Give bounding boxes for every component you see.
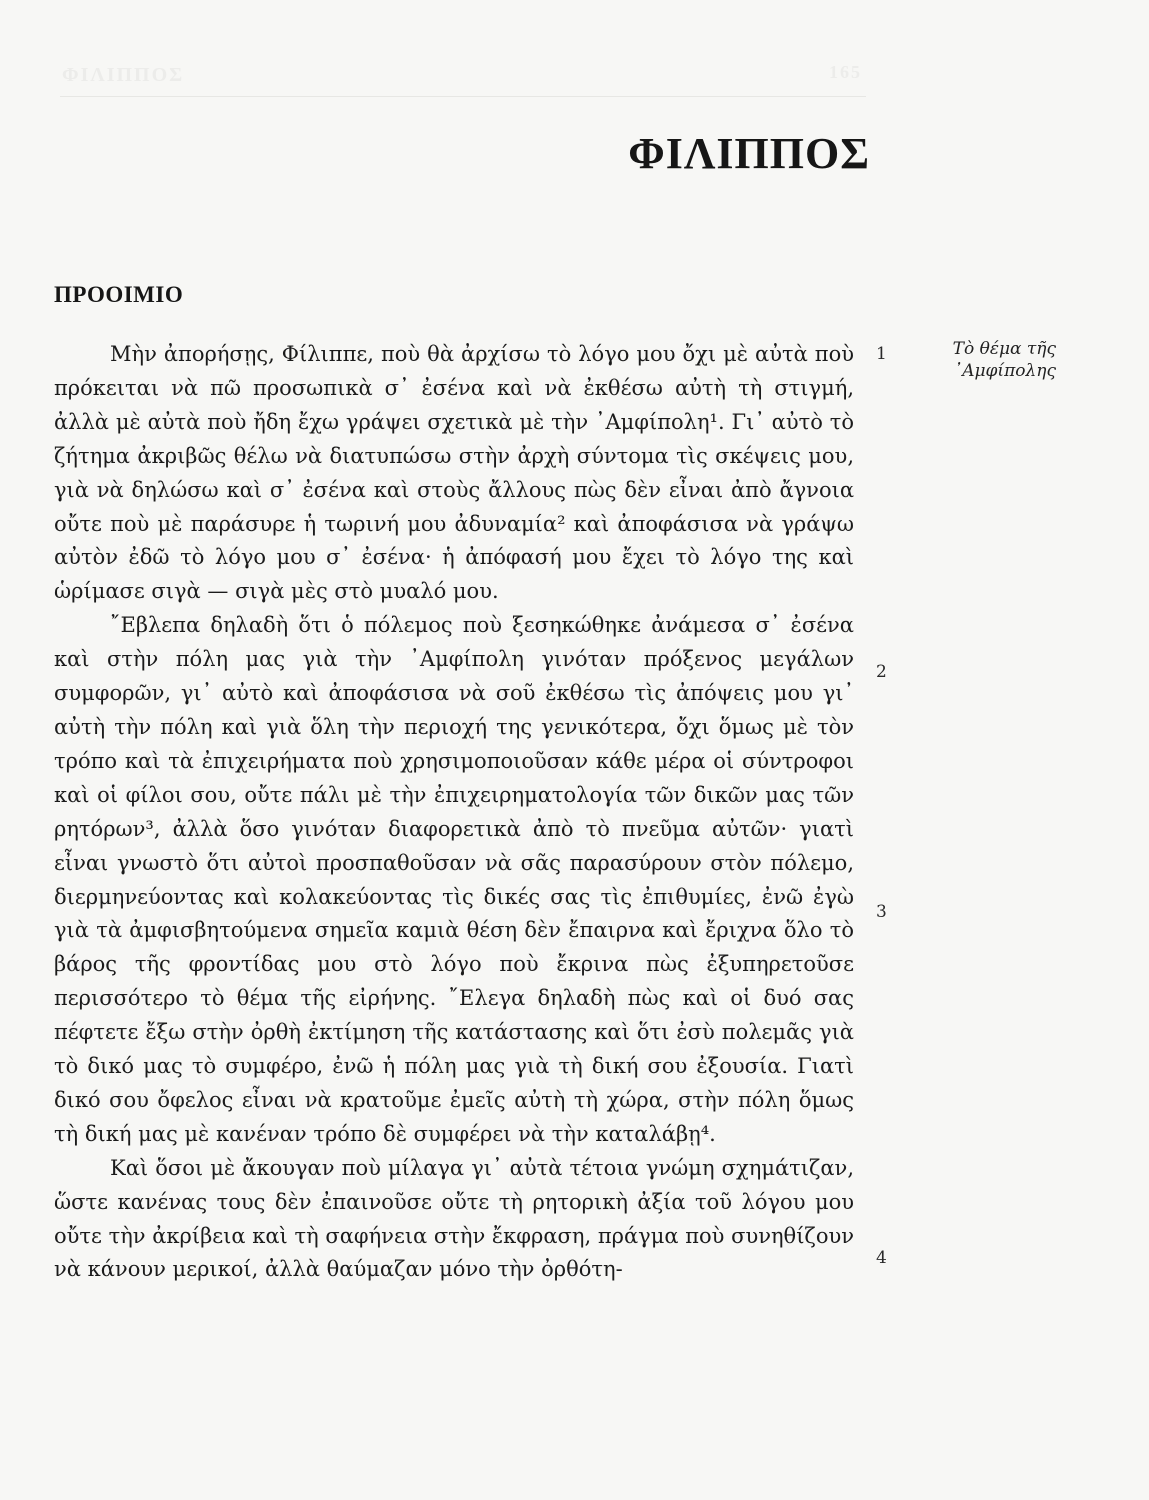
- paragraph: Μὴν ἀπορήσῃς, Φίλιππε, ποὺ θὰ ἀρχίσω τὸ λόγο μου ὄχι μὲ αὐτὰ ποὺ πρόκειται νὰ πῶ προσωπικὰ σ᾿ ἐσένα καὶ νὰ ἐκθέσω αὐτὴ τὴ στιγμή, ἀλλὰ μὲ αὐτὰ ποὺ ἤδη ἔχω γράψει σχετικὰ μὲ τὴν ᾿Αμφίπολη¹. Γι᾿ αὐτὸ τὸ ζήτημα ἀκριβῶς θέλω νὰ διατυπώσω στὴν ἀρχὴ σύντομα τὶς σκέψεις μου, γιὰ νὰ δηλώσω καὶ σ᾿ ἐσένα καὶ στοὺς ἄλλους πὼς δὲν εἶναι ἀπὸ ἄγνοια οὔτε ποὺ μὲ παράσυρε ἡ τωρινή μου ἀδυναμία² καὶ ἀποφάσισα νὰ γράψω αὐτὸν ἐδῶ τὸ λόγο μου σ᾿ ἐσένα· ἡ ἀπόφασή μου ἔχει τὸ λόγο της καὶ ὡρίμασε σιγὰ — σιγὰ μὲς στὸ μυαλό μου.: [54, 342, 854, 604]
- margin-note-line: ᾿Αμφίπολης: [953, 361, 1056, 381]
- body-text: [54, 338, 854, 1287]
- paragraph: ῎Εβλεπα δηλαδὴ ὅτι ὁ πόλεμος ποὺ ξεσηκώθηκε ἀνάμεσα σ᾿ ἐσένα καὶ στὴν πόλη μας γιὰ τὴν ᾿Αμφίπολη γινόταν πρόξενος μεγάλων συμφορῶν, γι᾿ αὐτὸ καὶ ἀποφάσισα νὰ σοῦ ἐκθέσω τὶς ἀπόψεις μου γι᾿ αὐτὴ τὴν πόλη καὶ γιὰ ὅλη τὴν περιοχή της γενικότερα, ὄχι ὅμως μὲ τὸν τρόπο καὶ τὰ ἐπιχειρήματα ποὺ χρησιμοποιοῦσαν κάθε μέρα οἱ σύντροφοι καὶ οἱ φίλοι σου, οὔτε πάλι μὲ τὴν ἐπιχειρηματολογία τῶν δικῶν μας τῶν ρητόρων³, ἀλλὰ ὅσο γινόταν διαφορετικὰ ἀπὸ τὸ πνεῦμα αὐτῶν· γιατὶ εἶναι γνωστὸ ὅτι αὐτοὶ προσπαθοῦσαν νὰ σᾶς παρασύρουν στὸν πόλεμο, διερμηνεύοντας καὶ κολακεύοντας τὶς δικές σας τὶς ἐπιθυμίες, ἐνῶ ἐγὼ γιὰ τὰ ἀμφισβητούμενα σημεῖα καμιὰ θέση δὲν ἔπαιρνα καὶ ἔριχνα ὅλο τὸ βάρος τῆς φροντίδας μου στὸ λόγο ποὺ ἔκρινα πὼς ἐξυπηρετοῦσε περισσότερο τὸ θέμα τῆς εἰρήνης. ῎Ελεγα δηλαδὴ πὼς καὶ οἱ δυό σας πέφτετε ἔξω στὴν ὀρθὴ ἐκτίμηση τῆς κατάστασης καὶ ὅτι ἐσὺ πολεμᾶς γιὰ τὸ δικό μας τὸ συμφέρο, ἐνῶ ἡ πόλη μας γιὰ τὴ δική σου ἐξουσία. Γιατὶ δικό σου ὄφελος εἶναι νὰ κρατοῦμε ἐμεῖς αὐτὴ τὴ χώρα, στὴν πόλη ὅμως τὴ δική μας μὲ κανέναν τρόπο δὲ συμφέρει νὰ τὴν καταλάβῃ⁴.: [54, 613, 854, 1146]
- paragraph-number: 1: [876, 344, 887, 364]
- bleed-through-page-number: 165: [829, 62, 862, 82]
- bleed-through-title: ΦΙΛΙΠΠΟΣ: [62, 64, 185, 86]
- bleed-through-header: [60, 62, 866, 97]
- paragraph-number: 3: [876, 902, 887, 922]
- paragraph-number: 4: [876, 1248, 887, 1268]
- margin-note: [906, 338, 1056, 382]
- page-title: ΦΙΛΙΠΠΟΣ: [628, 129, 870, 178]
- section-heading: ΠΡΟΟΙΜΙΟ: [54, 282, 184, 307]
- paragraph-number: 2: [876, 662, 887, 682]
- paragraph: Καὶ ὅσοι μὲ ἄκουγαν ποὺ μίλαγα γι᾿ αὐτὰ τέτοια γνώμη σχημάτιζαν, ὥστε κανένας τους δὲν ἐπαινοῦσε οὔτε τὴ ρητορικὴ ἀξία τοῦ λόγου μου οὔτε τὴν ἀκρίβεια καὶ τὴ σαφήνεια στὴν ἔκφραση, πράγμα ποὺ συνηθίζουν νὰ κάνουν μερικοί, ἀλλὰ θαύμαζαν μόνο τὴν ὀρθότη-: [54, 1155, 854, 1282]
- margin-note-line: Τὸ θέμα τῆς: [952, 339, 1056, 359]
